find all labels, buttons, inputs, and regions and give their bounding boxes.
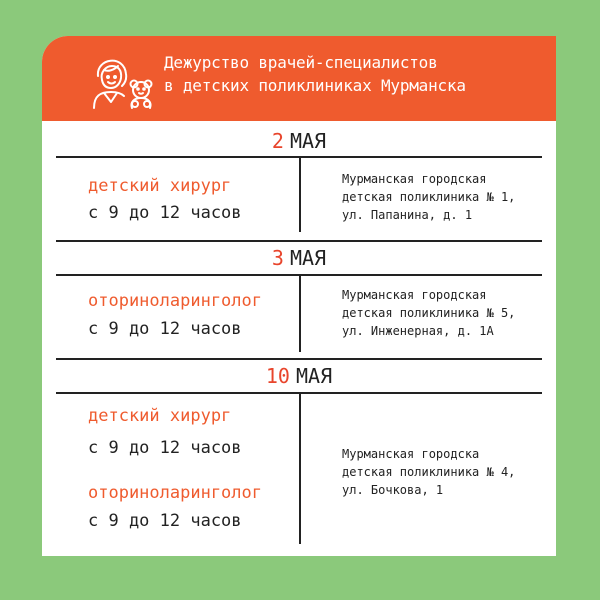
divider (56, 240, 542, 242)
date-row-3 (42, 364, 556, 388)
address-line: детская поликлиника № 1, (342, 190, 516, 204)
column-divider (299, 394, 301, 544)
specialist-hours: с 9 до 12 часов (88, 203, 242, 223)
header-banner (42, 36, 556, 121)
address-line: Мурманская городска (342, 447, 480, 461)
specialist-name: детский хирург (88, 176, 232, 196)
date-day: 2 (271, 129, 284, 153)
date-month: МАЯ (289, 246, 327, 270)
address-line: ул. Бочкова, 1 (342, 483, 444, 497)
date-row-1 (42, 129, 556, 153)
date-month: МАЯ (295, 364, 333, 388)
date-day: 3 (271, 246, 284, 270)
address-line: Мурманская городская (342, 172, 487, 186)
specialist-name: оториноларинголог (88, 483, 262, 503)
address-line: детская поликлиника № 5, (342, 306, 516, 320)
specialist-hours: с 9 до 12 часов (88, 438, 242, 458)
date-day: 10 (265, 364, 290, 388)
specialist-name: оториноларинголог (88, 291, 262, 311)
doctor-with-teddy-bear-icon (90, 46, 156, 110)
address-line: ул. Папанина, д. 1 (342, 208, 473, 222)
clinic-address (342, 170, 515, 224)
address-line: детская поликлиника № 4, (342, 465, 516, 479)
divider (56, 358, 542, 360)
column-divider (299, 276, 301, 352)
date-row-2 (42, 246, 556, 270)
schedule-card (42, 36, 556, 556)
column-divider (299, 158, 301, 232)
title-line-2: в детских поликлиниках Мурманска (164, 76, 466, 95)
title-line-1: Дежурство врачей-специалистов (164, 53, 438, 72)
page-title (164, 51, 466, 97)
specialist-hours: с 9 до 12 часов (88, 511, 242, 531)
address-line: ул. Инженерная, д. 1А (342, 324, 494, 338)
specialist-name: детский хирург (88, 406, 232, 426)
specialist-hours: с 9 до 12 часов (88, 319, 242, 339)
date-month: МАЯ (289, 129, 327, 153)
clinic-address (342, 445, 515, 499)
address-line: Мурманская городская (342, 288, 487, 302)
clinic-address (342, 286, 515, 340)
